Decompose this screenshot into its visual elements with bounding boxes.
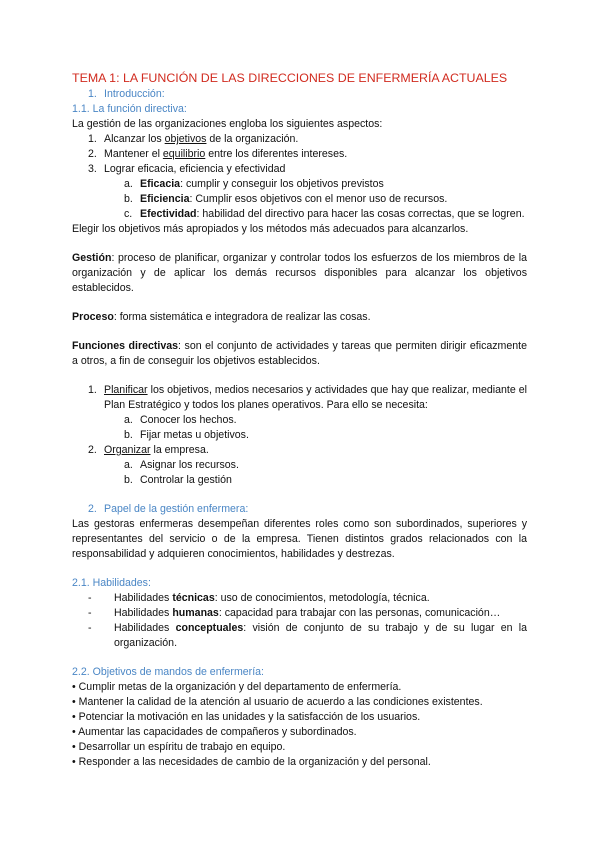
definition: : habilidad del directivo para hacer las cosas correctas, que se logren. [196, 208, 525, 220]
skill-text [114, 591, 527, 606]
bold-term: Efectividad [140, 208, 197, 220]
page-title: TEMA 1: LA FUNCIÓN DE LAS DIRECCIONES DE ENFERMERÍA ACTUALES [72, 71, 508, 85]
skill-pre: Habilidades [114, 592, 173, 604]
bold-term: conceptuales [175, 622, 244, 634]
elegir-paragraph: Elegir los objetivos más apropiados y los métodos más adecuados para alcanzarlos. [72, 223, 469, 235]
definition: : visión de conjunto de su trabajo y de su lugar en la organización. [114, 622, 527, 649]
bold-term: Eficiencia [140, 193, 190, 205]
bold-term: humanas [172, 607, 219, 619]
aspect-post: entre los diferentes intereses. [205, 148, 348, 160]
underlined-term: objetivos [164, 133, 207, 145]
subsection-objetivos: 2.2. Objetivos de mandos de enfermería: [72, 666, 264, 678]
step-text [104, 383, 527, 413]
list-number: 1. [88, 384, 97, 396]
list-letter: a. [124, 414, 133, 426]
aspect-text [104, 132, 527, 147]
underlined-term: equilibrio [162, 148, 206, 160]
skill-text [114, 621, 527, 651]
step-sub-item [72, 458, 527, 473]
section-introduccion [72, 87, 527, 102]
definition: : son el conjunto de actividades y tareas que permiten dirigir eficazmente a otros, a fin de conseguir los objetivos establecidos. [72, 340, 527, 367]
skill-pre: Habilidades [114, 622, 176, 634]
papel-paragraph: Las gestoras enfermeras desempeñan diferentes roles como son subordinados, superiores y representantes del servicio o de la empresa. Tienen distintos grados relacionados con la responsabilidad y adquieren conocimientos, habilidades y destrezas. [72, 518, 527, 560]
sub-aspect-item [72, 207, 527, 222]
definition: : forma sistemática e integradora de realizar las cosas. [113, 311, 371, 323]
sub-aspect-text [140, 207, 527, 222]
aspect-item [72, 132, 527, 147]
aspect-item [72, 162, 527, 177]
aspect-post: de la organización. [206, 133, 299, 145]
list-dash: - [88, 592, 92, 604]
funciones-paragraph [72, 339, 527, 369]
sub-aspect-text [140, 177, 527, 192]
step-item [72, 383, 527, 413]
underlined-term: Planificar [104, 384, 148, 396]
definition: : capacidad para trabajar con las personas, comunicación… [218, 607, 501, 619]
bold-term: Proceso [72, 311, 114, 323]
list-letter: b. [124, 429, 133, 441]
list-letter: b. [124, 193, 133, 205]
subsection-habilidades: 2.1. Habilidades: [72, 577, 151, 589]
aspect-text: Lograr eficacia, eficiencia y efectividad [104, 163, 286, 175]
step-sub-text: Controlar la gestión [140, 474, 232, 486]
aspect-pre: Alcanzar los [104, 133, 165, 145]
objective-item: • Cumplir metas de la organización y del departamento de enfermería. [72, 681, 402, 693]
proceso-paragraph [72, 310, 527, 325]
definition: : proceso de planificar, organizar y controlar todos los esfuerzos de los miembros de la organización y de aplicar los demás recursos disponibles para alcanzar los objetivos establecidos. [72, 252, 527, 294]
aspect-text [104, 147, 527, 162]
step-sub-item [72, 413, 527, 428]
bold-term: Funciones directivas [72, 340, 179, 352]
bold-term: Gestión [72, 252, 112, 264]
step-description: los objetivos, medios necesarios y actividades que hay que realizar, mediante el Plan Estratégico y todos los planes operativos. Para ello se necesita: [104, 384, 527, 411]
aspect-item [72, 147, 527, 162]
objective-item: • Desarrollar un espíritu de trabajo en equipo. [72, 741, 286, 753]
definition: : Cumplir esos objetivos con el menor uso de recursos. [189, 193, 448, 205]
bold-term: técnicas [172, 592, 215, 604]
section-papel-gestion [72, 502, 527, 517]
list-number: 3. [88, 163, 97, 175]
list-number: 1. [88, 133, 97, 145]
step-item [72, 443, 527, 458]
sub-aspect-item [72, 192, 527, 207]
step-sub-item [72, 473, 527, 488]
step-sub-item [72, 428, 527, 443]
skill-pre: Habilidades [114, 607, 173, 619]
list-number: 2. [88, 148, 97, 160]
skill-text [114, 606, 527, 621]
subsection-funcion-directiva: 1.1. La función directiva: [72, 103, 187, 115]
objective-item: • Aumentar las capacidades de compañeros y subordinados. [72, 726, 357, 738]
step-sub-text: Asignar los recursos. [140, 459, 239, 471]
sub-aspect-text [140, 192, 527, 207]
list-number: 2. [88, 444, 97, 456]
list-letter: c. [124, 208, 133, 220]
section-number: 1. [88, 88, 97, 100]
step-description: la empresa. [150, 444, 209, 456]
skill-item [72, 621, 527, 651]
step-sub-text: Conocer los hechos. [140, 414, 237, 426]
gestion-paragraph [72, 251, 527, 296]
step-sub-text: Fijar metas u objetivos. [140, 429, 249, 441]
document-page [72, 70, 527, 770]
sub-aspect-item [72, 177, 527, 192]
skill-item [72, 591, 527, 606]
definition: : cumplir y conseguir los objetivos previstos [180, 178, 384, 190]
section-number: 2. [88, 503, 97, 515]
objective-item: • Mantener la calidad de la atención al usuario de acuerdo a las condiciones existentes. [72, 696, 483, 708]
list-letter: a. [124, 459, 133, 471]
bold-term: Eficacia [140, 178, 181, 190]
definition: : uso de conocimientos, metodología, técnica. [214, 592, 430, 604]
section-label: Introducción: [104, 88, 165, 100]
skill-item [72, 606, 527, 621]
list-dash: - [88, 607, 92, 619]
section-label: Papel de la gestión enfermera: [104, 503, 249, 515]
objective-item: • Responder a las necesidades de cambio de la organización y del personal. [72, 756, 431, 768]
step-text [104, 443, 527, 458]
underlined-term: Organizar [104, 444, 151, 456]
list-dash: - [88, 622, 92, 634]
intro-paragraph: La gestión de las organizaciones engloba los siguientes aspectos: [72, 118, 383, 130]
list-letter: a. [124, 178, 133, 190]
aspect-pre: Mantener el [104, 148, 163, 160]
list-letter: b. [124, 474, 133, 486]
objective-item: • Potenciar la motivación en las unidades y la satisfacción de los usuarios. [72, 711, 421, 723]
